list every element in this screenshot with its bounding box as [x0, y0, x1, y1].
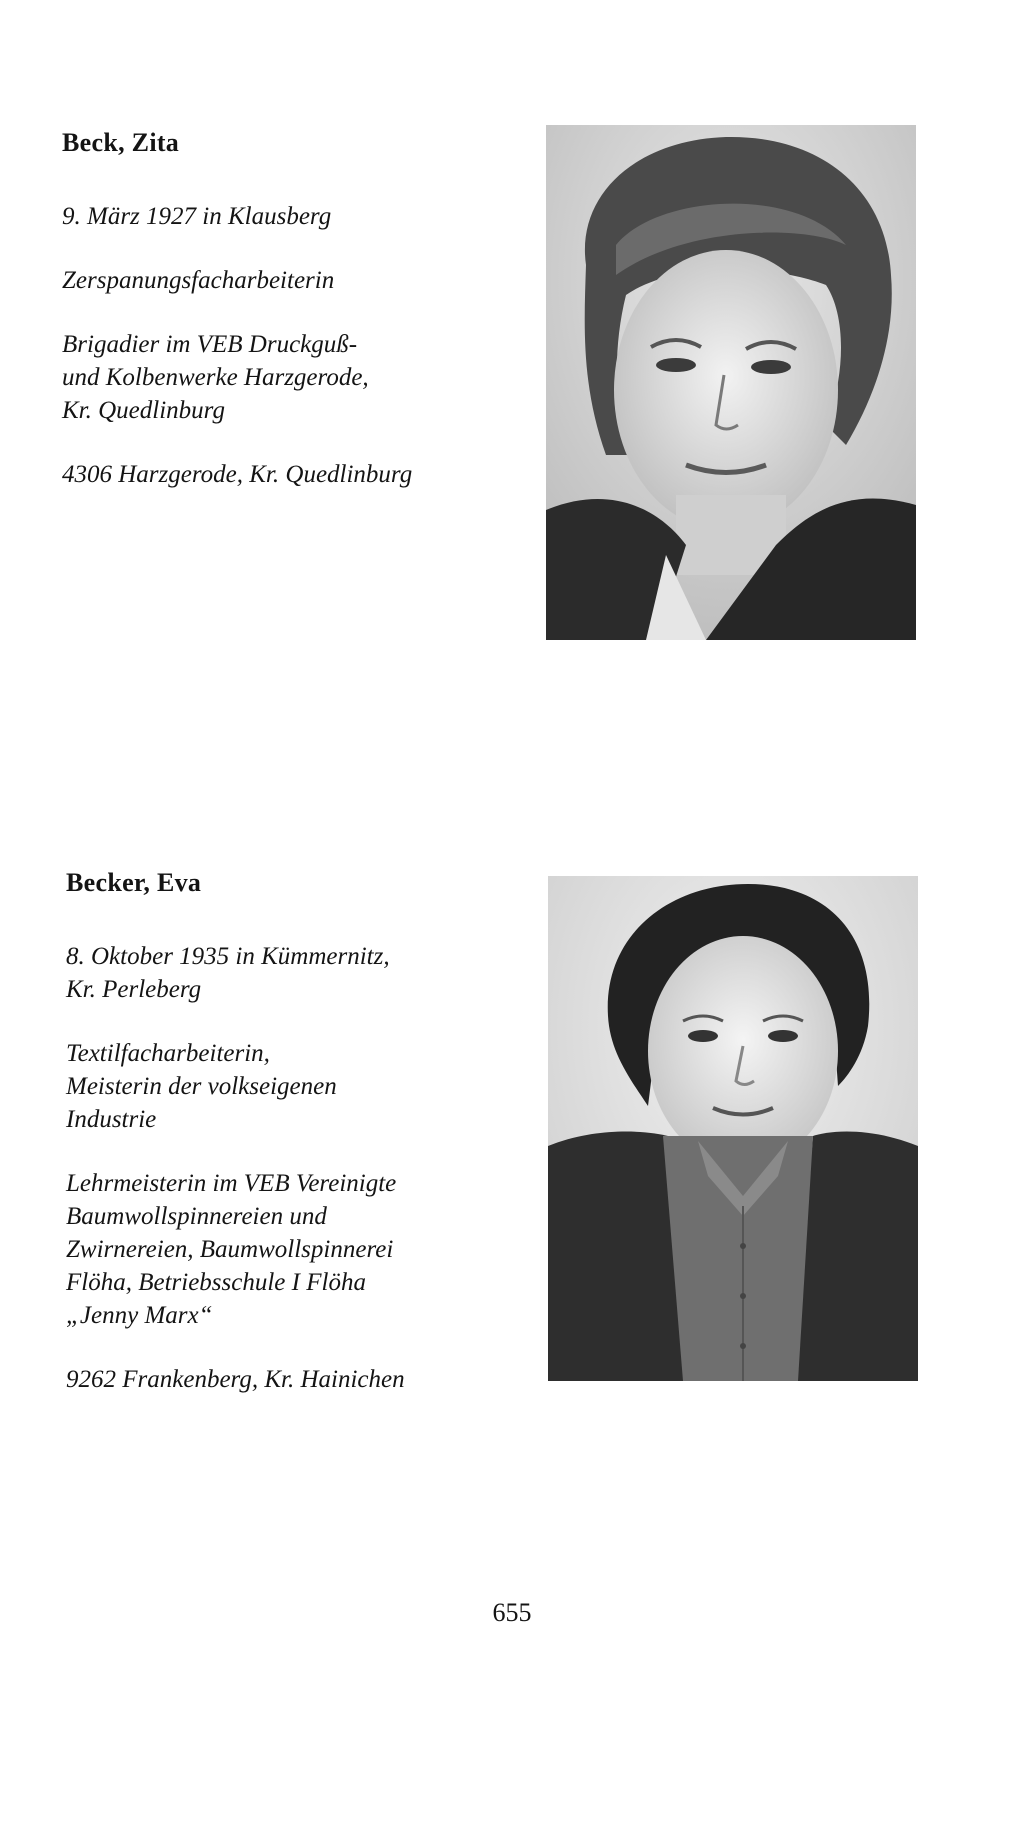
profession-line: Textilfacharbeiterin,	[66, 1040, 270, 1067]
entry-text	[66, 868, 506, 1427]
profession	[62, 264, 502, 297]
profession-line: Industrie	[66, 1106, 157, 1133]
portrait-photo	[546, 125, 916, 640]
profession	[66, 1037, 506, 1136]
position	[66, 1167, 506, 1332]
profession-line: Meisterin der volkseigenen	[66, 1073, 337, 1100]
position-line: und Kolbenwerke Harzgerode,	[62, 364, 369, 391]
birth-line: 8. Oktober 1935 in Kümmernitz,	[66, 943, 390, 970]
position-line: Zwirnereien, Baumwollspinnerei	[66, 1236, 394, 1263]
address-line: 9262 Frankenberg, Kr. Hainichen	[66, 1366, 405, 1393]
address	[66, 1363, 506, 1396]
address	[62, 458, 502, 491]
position	[62, 328, 502, 427]
page-number: 655	[492, 1598, 532, 1627]
position-line: Lehrmeisterin im VEB Vereinigte	[66, 1170, 397, 1197]
birth-info	[66, 940, 506, 1006]
person-name: Beck, Zita	[62, 128, 180, 157]
person-name: Becker, Eva	[66, 868, 202, 897]
profession-line: Zerspanungsfacharbeiterin	[62, 267, 335, 294]
position-line: Kr. Quedlinburg	[62, 397, 225, 424]
entry-text	[62, 128, 502, 522]
position-line: Brigadier im VEB Druckguß-	[62, 331, 358, 358]
birth-line: 9. März 1927 in Klausberg	[62, 203, 332, 230]
position-line: Flöha, Betriebsschule I Flöha	[66, 1269, 366, 1296]
birth-info	[62, 200, 502, 233]
position-line: Baumwollspinnereien und	[66, 1203, 327, 1230]
position-line: „Jenny Marx“	[66, 1302, 213, 1329]
portrait-photo	[548, 876, 918, 1381]
address-line: 4306 Harzgerode, Kr. Quedlinburg	[62, 461, 413, 488]
birth-line: Kr. Perleberg	[66, 976, 202, 1003]
